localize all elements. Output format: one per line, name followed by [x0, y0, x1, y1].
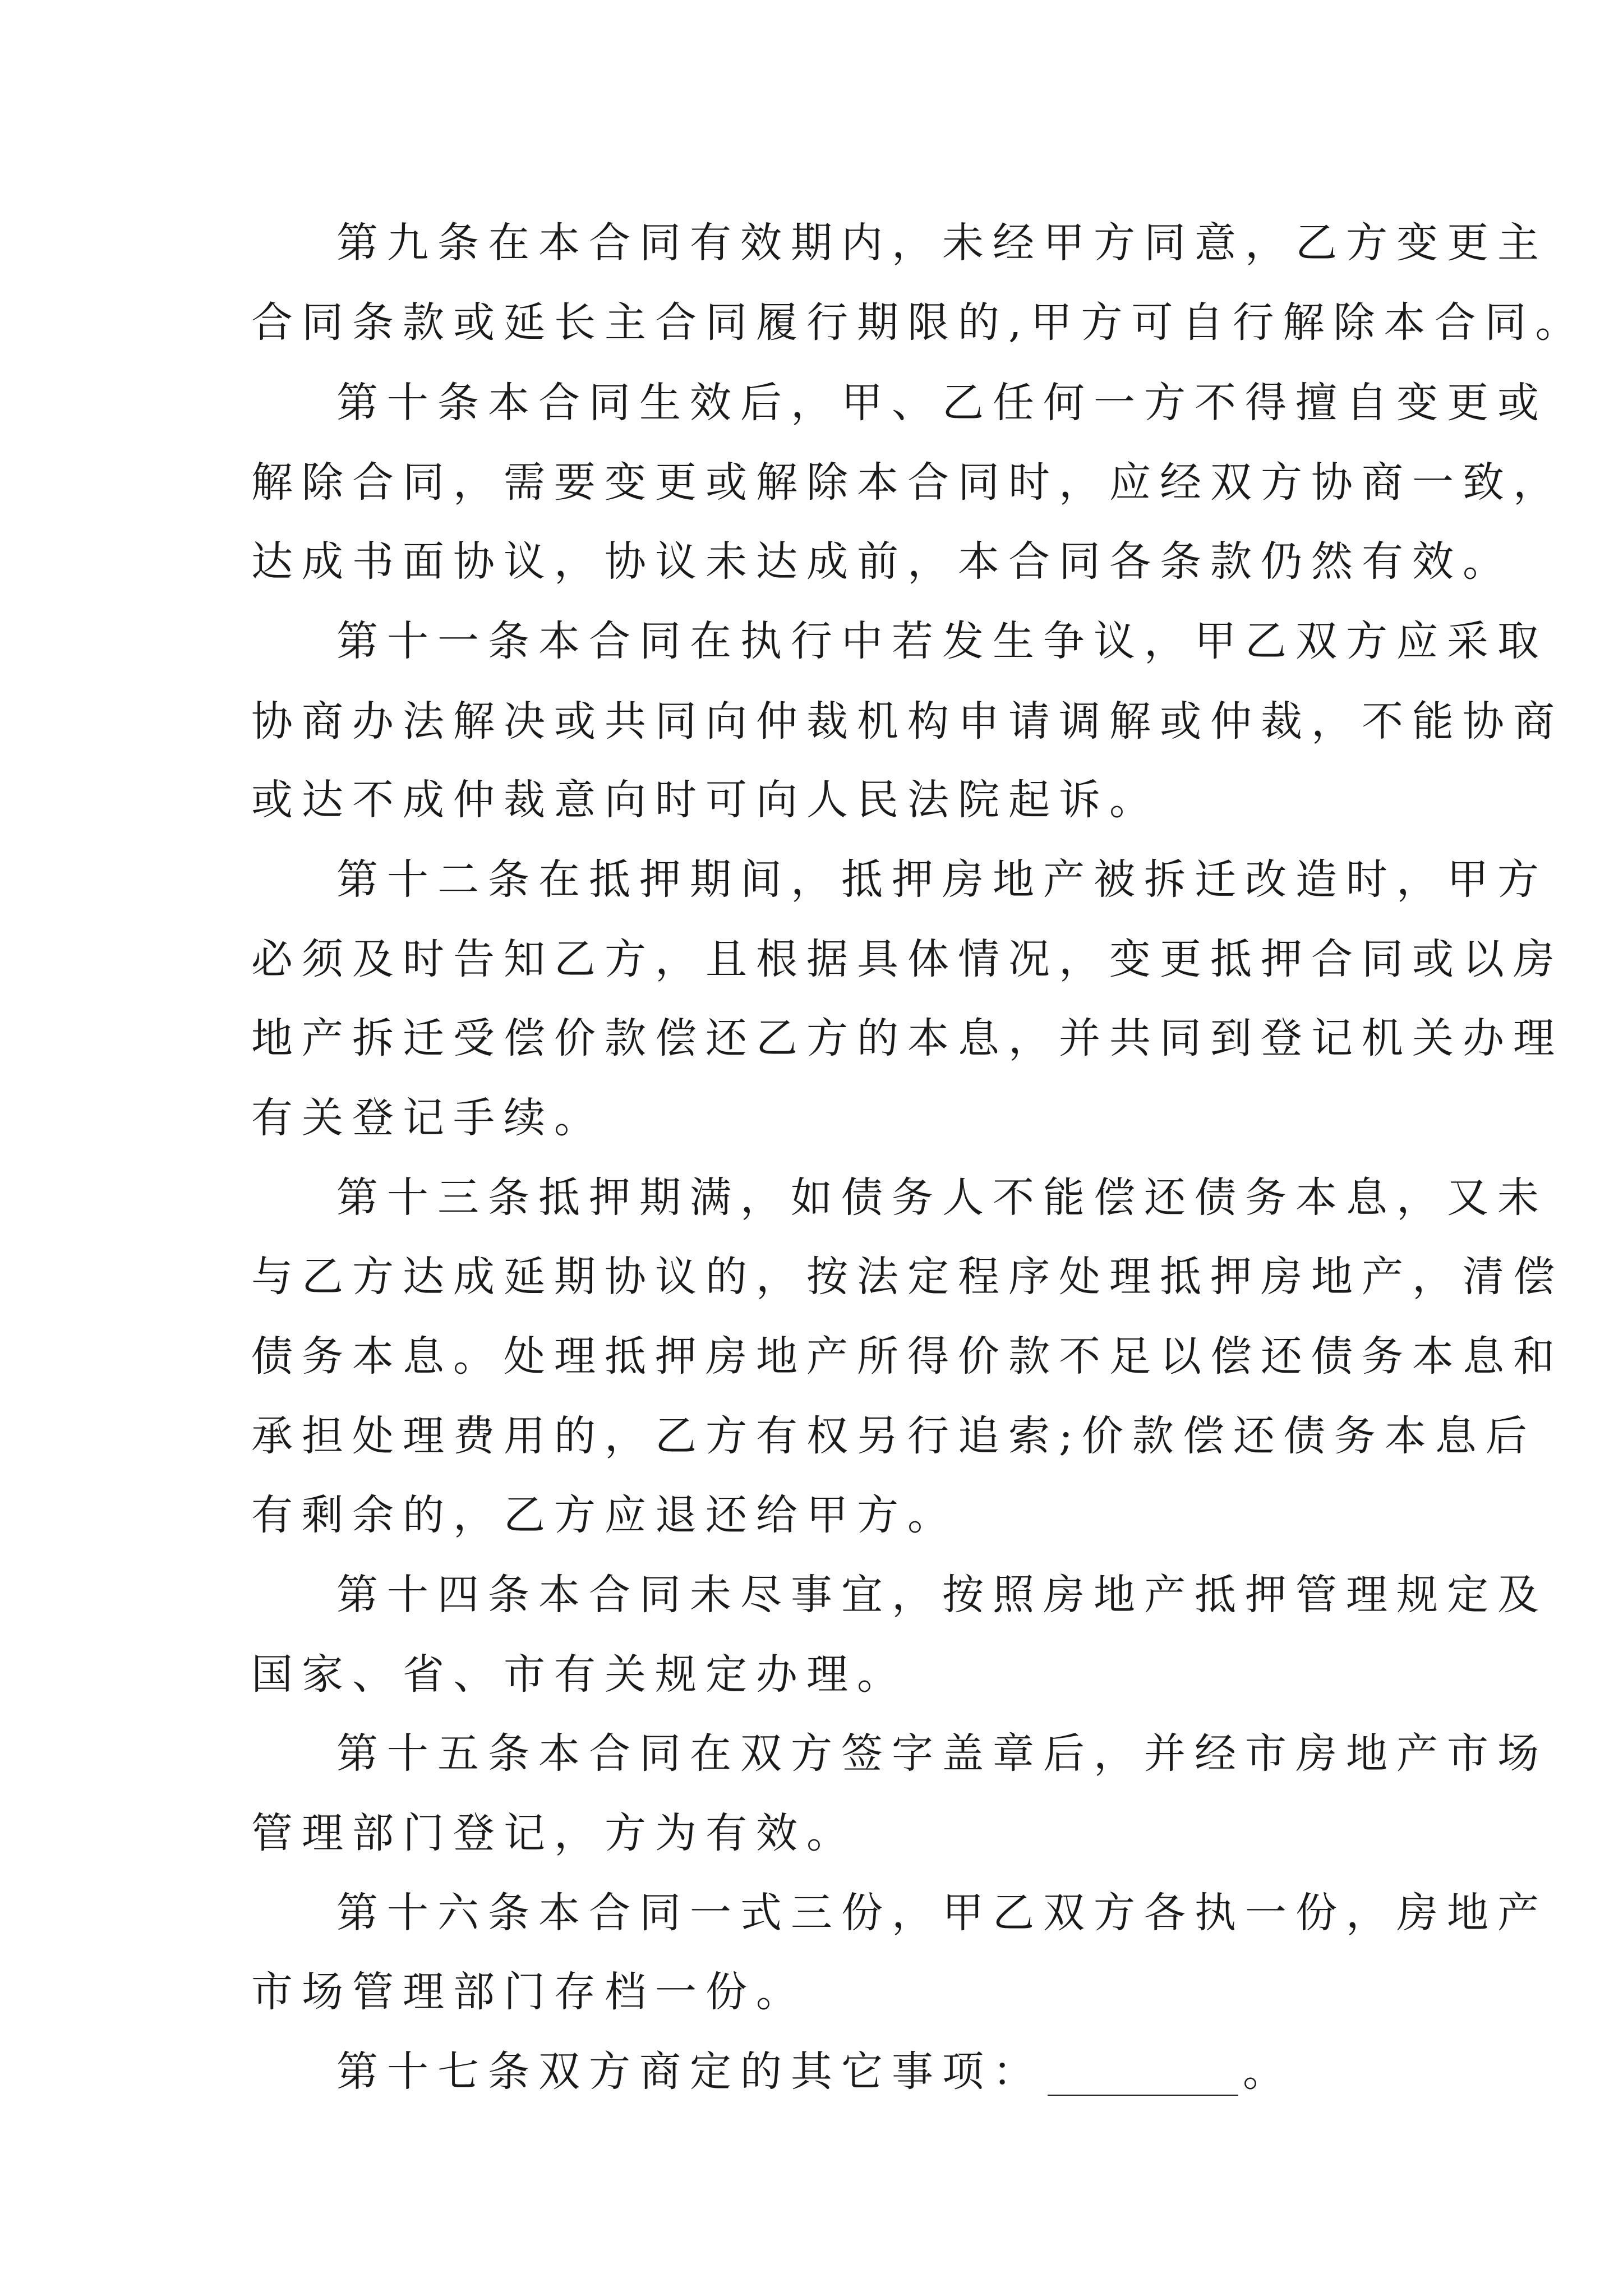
fill-in-blank	[1048, 2095, 1238, 2096]
article-12-line-1: 第十二条在抵押期间，抵押房地产被拆迁改造时，甲方	[336, 855, 1548, 904]
article-15-line-2: 管理部门登记，方为有效。	[251, 1809, 857, 1857]
article-12-line-2: 必须及时告知乙方，且根据具体情况，变更抵押合同或以房	[251, 935, 1564, 983]
article-14-line-1: 第十四条本合同未尽事宜，按照房地产抵押管理规定及	[336, 1571, 1548, 1619]
article-10-line-3: 达成书面协议，协议未达成前，本合同各条款仍然有效。	[251, 537, 1513, 586]
article-17-text: 第十七条双方商定的其它事项：	[336, 2047, 1043, 2096]
article-12-line-4: 有关登记手续。	[251, 1094, 605, 1142]
article-11-line-1: 第十一条本合同在执行中若发生争议，甲乙双方应采取	[336, 617, 1548, 665]
article-11-line-3: 或达不成仲裁意向时可向人民法院起诉。	[251, 776, 1160, 824]
article-10-line-1: 第十条本合同生效后，甲、乙任何一方不得擅自变更或	[336, 379, 1548, 427]
article-13-line-3: 债务本息。处理抵押房地产所得价款不足以偿还债务本息和	[251, 1332, 1564, 1381]
article-17-period: 。	[1243, 2047, 1293, 2096]
article-11-line-2: 协商办法解决或共同向仲裁机构申请调解或仲裁，不能协商	[251, 697, 1564, 746]
article-17-line	[336, 2045, 1293, 2099]
article-9-line-1: 第九条在本合同有效期内，未经甲方同意，乙方变更主	[336, 219, 1548, 267]
article-16-line-2: 市场管理部门存档一份。	[251, 1968, 806, 2016]
article-13-line-4: 承担处理费用的，乙方有权另行追索;价款偿还债务本息后	[251, 1412, 1536, 1460]
article-13-line-2: 与乙方达成延期协议的，按法定程序处理抵押房地产，清偿	[251, 1253, 1564, 1301]
article-13-line-1: 第十三条抵押期满，如债务人不能偿还债务本息，又未	[336, 1174, 1548, 1222]
article-14-line-2: 国家、省、市有关规定办理。	[251, 1650, 907, 1699]
article-16-line-1: 第十六条本合同一式三份，甲乙双方各执一份，房地产	[336, 1889, 1548, 1937]
article-15-line-1: 第十五条本合同在双方签字盖章后，并经市房地产市场	[336, 1729, 1548, 1778]
article-9-line-2: 合同条款或延长主合同履行期限的,甲方可自行解除本合同。	[251, 298, 1586, 347]
article-13-line-5: 有剩余的，乙方应退还给甲方。	[251, 1491, 958, 1539]
article-10-line-2: 解除合同，需要变更或解除本合同时，应经双方协商一致，	[251, 458, 1564, 507]
article-12-line-3: 地产拆迁受偿价款偿还乙方的本息，并共同到登记机关办理	[251, 1014, 1564, 1062]
